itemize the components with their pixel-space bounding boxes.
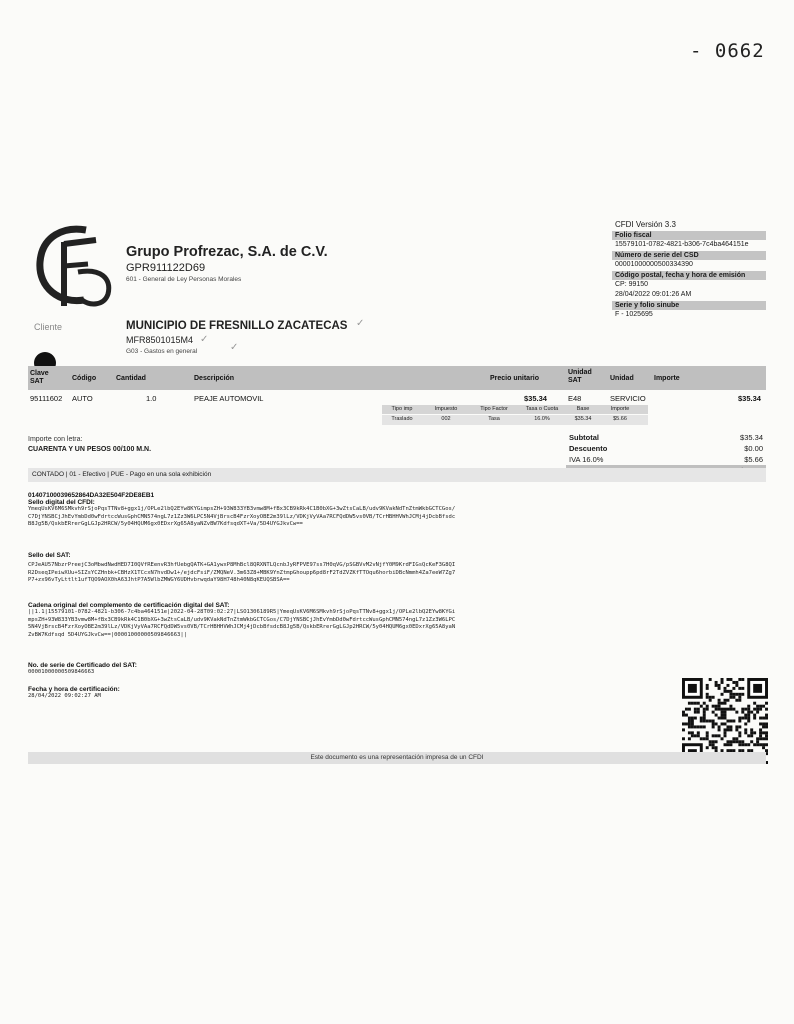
subtotal-value: $35.34 [740,433,763,442]
tax-cell: 16.0% [534,416,550,422]
tax-header-cell: Tasa o Cuota [525,406,559,412]
serie-folio-label: Serie y folio sinube [612,301,766,310]
header-unidad: Unidad [610,375,634,382]
tax-cell: $35.34 [574,416,592,422]
header-descripcion: Descripción [194,375,235,382]
cadena-original-block [28,602,458,639]
emision-label: Código postal, fecha y hora de emisión [612,271,766,280]
postal-code: CP: 99150 [615,281,649,288]
no-cert: 00001000000509846663 [28,669,95,675]
payment-method-bar: CONTADO | 01 - Efectivo | PUE - Pago en una sola exhibición [28,468,766,482]
folio-fiscal: 15579101-0782-4821-b306-7c4ba464151e [615,241,749,248]
sello-cfdi: YmeqUsKV6M6SMkvh9rSjoPqsTTNv8+ggx1j/OPLe2lbQ2EYw8KYGimpsZH+93W833YB3vmw8M+fBx3CB9kRk4C1B0bXG+3wZtsCaLB/udv9KVakNdTnZtmWkbGCTCGos/C7DjYNSBCjJhEvYmbDd0wFdrtccWusGphCMN574ngL7z1Zz3W6LPC5N4VjBrscB4FzrXoyOBE2m39lLz/VDKjVyVAa7RCFQdDW5vs0VB/TCrHBHHVWhJCMj4jDcbBfsdcB8Jg5B/QskbERrerGgLGJp2HRCW/5y04HQUM6gx0EDxrXg65A8yaNZvBW7KdfsqdXT+Va/5D4UYGJkvCw== [28,506,456,527]
row-importe: $35.34 [738,394,761,403]
serie-csd-label: Número de serie del CSD [612,251,766,260]
client-label: Cliente [34,322,63,332]
tax-cell: 002 [441,416,451,422]
issuer-regime: 601 - General de Ley Personas Morales [126,276,242,283]
client-rfc: MFR8501015M4 [126,335,194,345]
row-descripcion: PEAJE AUTOMOVIL [194,394,264,403]
row-clave-sat: 95111602 [30,394,63,403]
header-cantidad: Cantidad [116,375,146,382]
footer-note: Este documento es una representación impresa de un CFDI [28,752,766,764]
subtotal-label: Subtotal [569,433,599,442]
fecha-cert: 28/04/2022 09:02:27 AM [28,693,101,699]
client-uso-cfdi: G03 - Gastos en general [126,348,198,355]
row-unidad-sat: E48 [568,394,582,403]
tax-subtable-header [382,405,648,414]
serie-csd: 00001000000500334390 [615,261,693,268]
fecha-cert-label: Fecha y hora de certificación: [28,686,120,693]
header-clave-sat: Clave SAT [30,370,49,385]
company-logo [34,222,114,308]
tax-header-cell: Impuesto [434,406,458,412]
tax-row [382,415,648,425]
tax-header-cell: Base [576,406,590,412]
header-codigo: Código [72,375,97,382]
cfdi-version: CFDI Versión 3.3 [615,220,676,229]
tax-header-cell: Tipo Factor [480,406,508,412]
cert-number-block [28,662,458,677]
handwritten-check-mark: ✓ [356,318,365,329]
cert-number-top: 01407100039652864DA32E504F2DE8EB1 [28,492,155,499]
no-cert-label: No. de serie de Certificado del SAT: [28,662,137,669]
importe-letra: CUARENTA Y UN PESOS 00/100 M.N. [28,446,152,453]
header-unidad-sat: Unidad SAT [568,369,592,384]
handwritten-check-mark: ✓ [230,342,239,353]
descuento-label: Descuento [569,444,608,453]
fecha-emision: 28/04/2022 09:01:26 AM [615,291,692,298]
tax-cell: Tasa [488,416,500,422]
header-importe: Importe [654,375,680,382]
client-name: MUNICIPIO DE FRESNILLO ZACATECAS [126,320,348,332]
issuer-name: Grupo Profrezac, S.A. de C.V. [126,244,328,260]
issuer-rfc: GPR911122D69 [126,262,206,274]
row-cantidad: 1.0 [146,394,157,403]
folio-fiscal-label: Folio fiscal [612,231,766,240]
iva-row [566,454,766,465]
iva-label: IVA 16.0% [569,455,604,464]
descuento-value: $0.00 [744,444,763,453]
fecha-cert-block [28,686,458,701]
cadena-original: ||1.1|15579101-0782-4821-b306-7c4ba464151e|2022-04-28T09:02:27|LSO1306189R5|YmeqUsKV6M6SMkvh9rSjoPqsTTNv8+ggx1j/OPLe2lbQ2EYw8KYGimpsZH+93W833YB3vmw8M+fBx3CB9kRk4C1B0bXG+3wZtsCaLB/udv9KVakNdTnZtmWkbGCTCGos/C7DjYNSBCjJhEvYmbDd0wFdrtccWusGphCMN574ngL7z1Zz3W6LPC5N4VjBrscB4FzrXoyOBE2m39lLz/VDKjVyVAa7RCFQdDW5vs0VB/TCrHBHHVWhJCMj4jDcbBfsdcB8Jg5B/QskbERrerGgLGJp2HRCW/5y04HQUM6gx0EDxrXg65A8yaNZvBW7Kdfsqd 5D4UYGJkvCw==|00001000000509846663|| [28,609,456,638]
serie-folio: F - 1025695 [615,311,653,318]
sello-sat-block [28,552,458,585]
descuento-row [566,443,766,454]
tax-subtable [382,405,648,425]
tax-header-cell: Tipo imp [391,406,413,412]
row-precio-unitario: $35.34 [524,394,547,403]
cadena-label: Cadena original del complemento de certificación digital del SAT: [28,602,230,609]
sello-cfdi-label: Sello digital del CFDI: [28,499,95,506]
cfdi-info-box [612,218,766,320]
handwritten-check-mark: ✓ [200,334,209,345]
tax-cell: $5.66 [613,416,627,422]
sello-sat-label: Sello del SAT: [28,552,71,559]
handwritten-folio-number: - 0662 [690,40,765,62]
tax-cell: Traslado [391,416,413,422]
iva-value: $5.66 [744,455,763,464]
header-precio-unitario: Precio unitario [490,375,540,382]
sello-sat: CPJeAU57NbzrPreejC3oMbwdNwdHED7I0QVfREenvR3hfUebgQATK+GA1ywxP8MhBcl8QRXNTLQcnbJyRFPVE97ss7H0qVG/pSGBVvM2vNjfY0M9KrdFIGsQcKeF3G8QIR2DseqIPeiwXUu+SIZsYCZHnbk+CBHzX1TCcxN7hvdDw1+/ejdcFsiF/ZMQNeV.3m63Z8+MBK9YnZtmpGhoupp6pd8rF2TdZVZKfTTOqu6horbiDBcNmmh4Za7eeW7Zg7P7+zx96vTyLttlt1ufTQO9AOX0hA63JhtP7A5WlbZMWGY6UDHvbrwqdaY98H748h40N8qKEUQSBSA== [28,562,456,583]
importe-letra-label: Importe con letra: [28,436,83,443]
row-unidad: SERVICIO [610,394,646,403]
sello-cfdi-block [28,492,458,529]
subtotal-row [566,432,766,443]
tax-header-cell: Importe [610,406,630,412]
row-codigo: AUTO [72,394,93,403]
concepts-table-header [28,366,766,390]
